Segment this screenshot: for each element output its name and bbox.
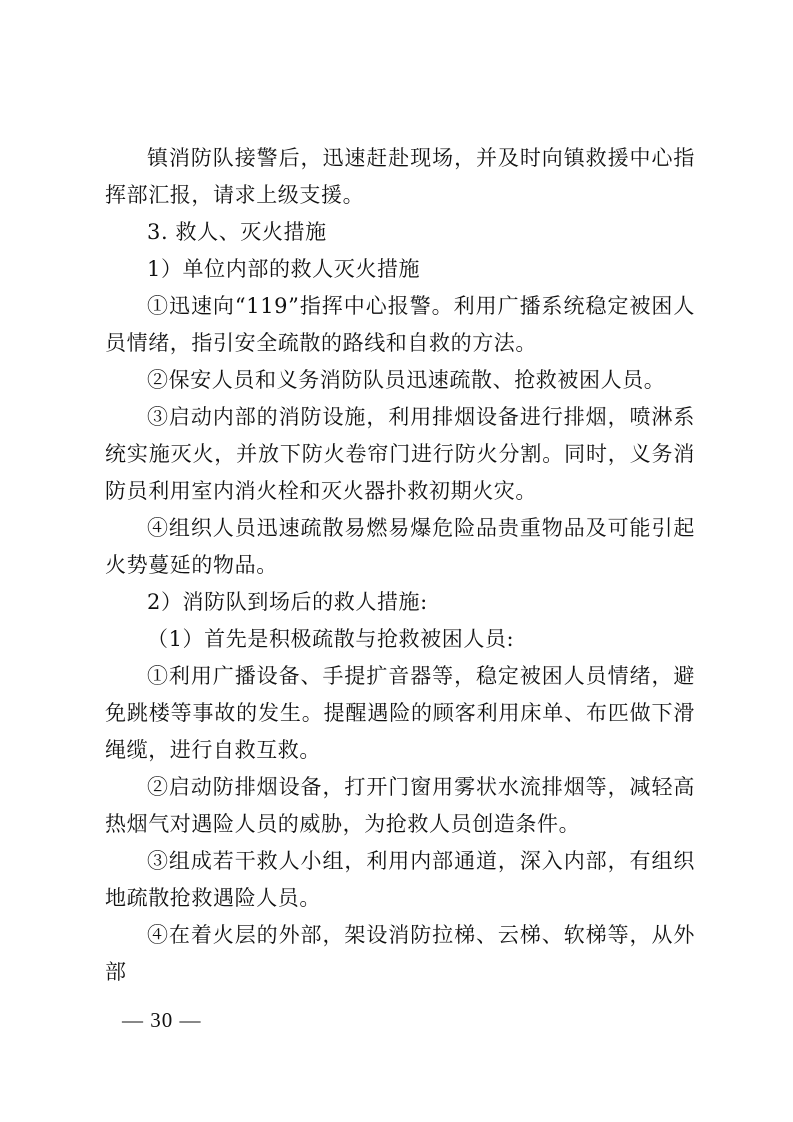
paragraph-town-fire-brigade: 镇消防队接警后，迅速赶赴现场，并及时向镇救援中心指挥部汇报，请求上级支援。 [105,146,695,207]
paragraph-item-4-evacuate-hazards: ④组织人员迅速疏散易燃易爆危险品贵重物品及可能引起火势蔓延的物品。 [105,516,695,577]
paragraph-item-1-broadcast: ①利用广播设备、手提扩音器等，稳定被困人员情绪，避免跳楼等事故的发生。提醒遇险的顾客利用床单、布匹做下滑绳缆，进行自救互救。 [105,664,695,762]
paragraph-item-4-ladders: ④在着火层的外部，架设消防拉梯、云梯、软梯等，从外部 [105,923,695,984]
subheading-evacuate-rescue: （1）首先是积极疏散与抢救被困人员: [147,627,515,651]
page-number: — 30 — [122,1008,202,1032]
paragraph-item-2-smoke-exhaust: ②启动防排烟设备，打开门窗用雾状水流排烟等，减轻高热烟气对遇险人员的威胁，为抢救人员创造条件。 [105,775,695,836]
document-body [105,140,695,991]
subheading-internal-measures: 1）单位内部的救人灭火措施 [147,257,421,281]
paragraph-item-3-fire-facilities: ③启动内部的消防设施，利用排烟设备进行排烟，喷淋系统实施灭火，并放下防火卷帘门进行防火分割。同时，义务消防员利用室内消火栓和灭火器扑救初期火灾。 [105,405,695,503]
paragraph-item-1-alarm: ①迅速向“119”指挥中心报警。利用广播系统稳定被困人员情绪，指引安全疏散的路线和自救的方法。 [105,294,695,355]
section-heading-rescue-firefighting: 3. 救人、灭火措施 [147,220,327,244]
subheading-brigade-measures: 2）消防队到场后的救人措施: [147,590,428,614]
paragraph-item-2-security-staff: ②保安人员和义务消防队员迅速疏散、抢救被困人员。 [147,368,666,392]
paragraph-item-3-rescue-teams: ③组成若干救人小组，利用内部通道，深入内部，有组织地疏散抢救遇险人员。 [105,849,695,910]
